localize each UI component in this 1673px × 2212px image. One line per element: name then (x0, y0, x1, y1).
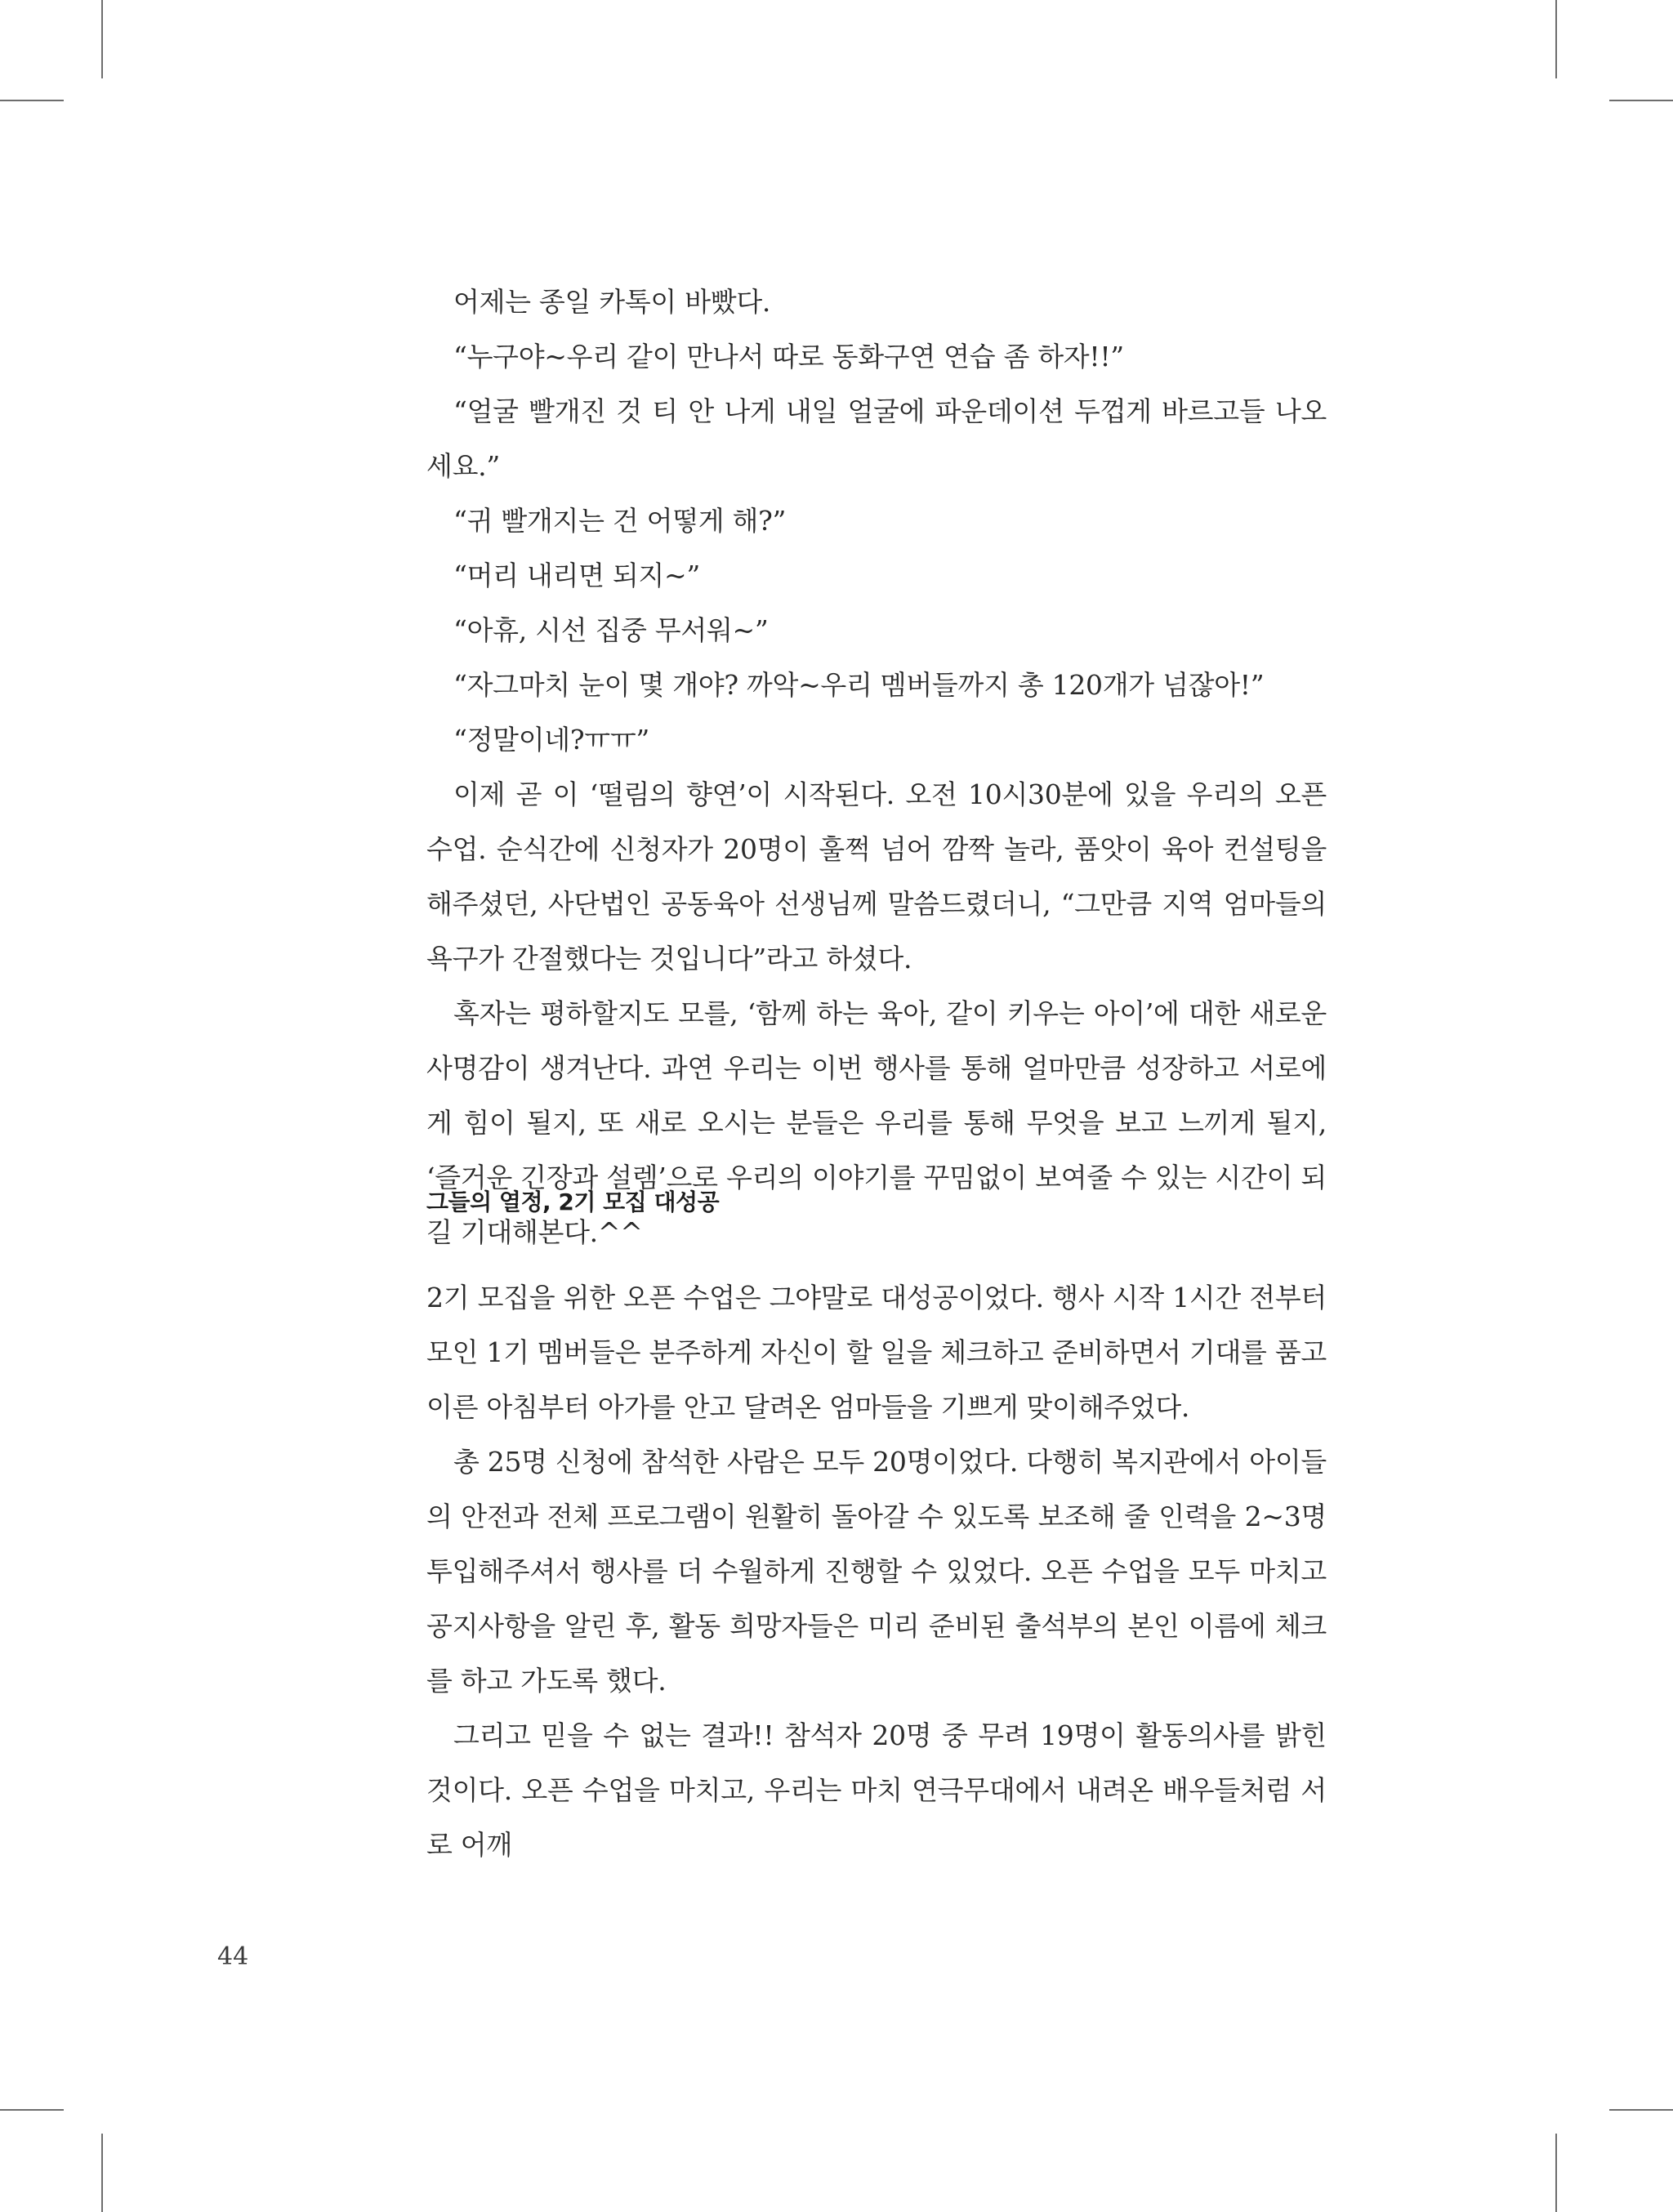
paragraph: 총 25명 신청에 참석한 사람은 모두 20명이었다. 다행히 복지관에서 아이들의 안전과 전체 프로그램이 원활히 돌아갈 수 있도록 보조해 줄 인력을 2~3명 투입해주셔서 행사를 더 수월하게 진행할 수 있었다. 오픈 수업을 모두 마치고 공지사항을 알린 후, 활동 희망자들은 미리 준비된 출석부의 본인 이름에 체크를 하고 가도록 했다. (426, 1446, 1327, 1697)
crop-mark-top-left-horizontal (0, 100, 64, 101)
section-heading: 그들의 열정, 2기 모집 대성공 (426, 1189, 720, 1215)
crop-mark-top-left-vertical (101, 0, 103, 78)
paragraph: 이제 곧 이 ‘떨림의 향연’이 시작된다. 오전 10시30분에 있을 우리의 오픈 수업. 순식간에 신청자가 20명이 훌쩍 넘어 깜짝 놀라, 품앗이 육아 컨설팅을 해주셨던, 사단법인 공동육아 선생님께 말씀드렸더니, “그만큼 지역 엄마들의 욕구가 간절했다는 것입니다”라고 하셨다. (426, 778, 1327, 974)
paragraph: 2기 모집을 위한 오픈 수업은 그야말로 대성공이었다. 행사 시작 1시간 전부터 모인 1기 멤버들은 분주하게 자신이 할 일을 체크하고 준비하면서 기대를 품고 이른 아침부터 아가를 안고 달려온 엄마들을 기쁘게 맞이해주었다. (426, 1282, 1327, 1423)
dialogue-line: “아휴, 시선 집중 무서워~” (453, 614, 769, 646)
body-text-top (426, 274, 1327, 1260)
body-text-bottom (426, 1270, 1327, 1872)
crop-mark-bottom-left-horizontal (0, 2109, 64, 2111)
dialogue-line: “머리 내리면 되지~” (453, 560, 700, 591)
crop-mark-bottom-left-vertical (101, 2134, 103, 2212)
crop-mark-top-right-vertical (1555, 0, 1557, 78)
dialogue-line: “귀 빨개지는 건 어떻게 해?” (453, 505, 787, 537)
paragraph: 혹자는 평하할지도 모를, ‘함께 하는 육아, 같이 키우는 아이’에 대한 새로운 사명감이 생겨난다. 과연 우리는 이번 행사를 통해 얼마만큼 성장하고 서로에게 힘이 될지, 또 새로 오시는 분들은 우리를 통해 무엇을 보고 느끼게 될지, ‘즐거운 긴장과 설렘’으로 우리의 이야기를 꾸밈없이 보여줄 수 있는 시간이 되길 기대해본다.^^ (426, 997, 1327, 1248)
dialogue-line: “자그마치 눈이 몇 개야? 까악~우리 멤버들까지 총 120개가 넘잖아!” (453, 669, 1265, 701)
dialogue-line: “누구야~우리 같이 만나서 따로 동화구연 연습 좀 하자!!” (453, 341, 1124, 372)
paragraph: 그리고 믿을 수 없는 결과!! 참석자 20명 중 무려 19명이 활동의사를 밝힌 것이다. 오픈 수업을 마치고, 우리는 마치 연극무대에서 내려온 배우들처럼 서로 어깨 (426, 1719, 1327, 1861)
dialogue-line: “정말이네?ㅠㅠ” (453, 724, 650, 756)
paragraph: 어제는 종일 카톡이 바빴다. (453, 286, 771, 318)
crop-mark-bottom-right-vertical (1555, 2134, 1557, 2212)
crop-mark-top-right-horizontal (1609, 100, 1673, 101)
crop-mark-bottom-right-horizontal (1609, 2109, 1673, 2111)
dialogue-line: “얼굴 빨개진 것 티 안 나게 내일 얼굴에 파운데이션 두껍게 바르고들 나오세요.” (426, 395, 1327, 482)
page-number: 44 (217, 1942, 249, 1971)
